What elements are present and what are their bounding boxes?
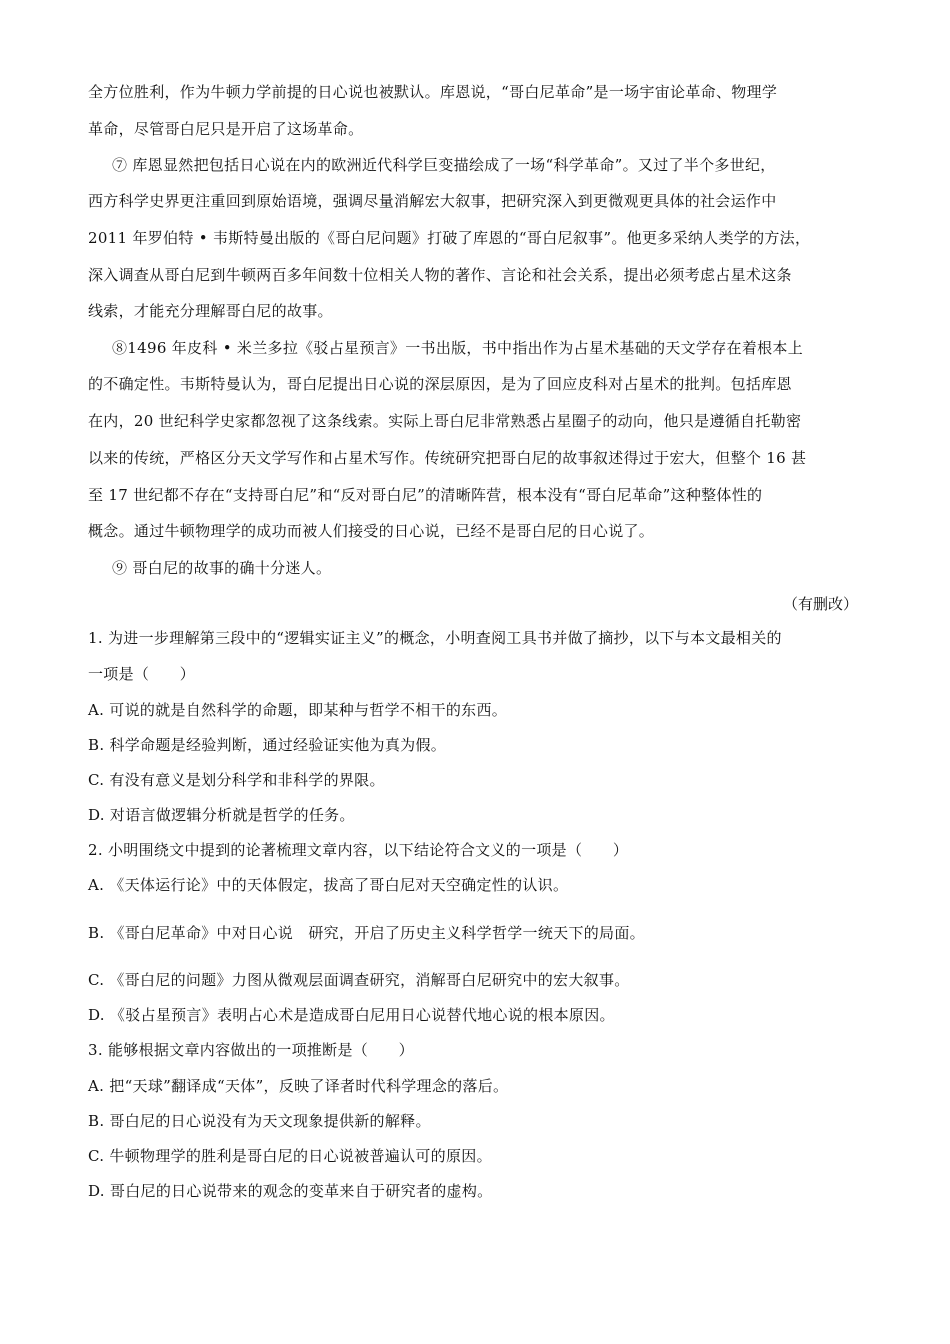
paragraph-7-line: 深入调查从哥白尼到牛顿两百多年间数十位相关人物的著作、言论和社会关系，提出必须考虑占星术这条: [88, 266, 792, 284]
question-1-option-a: A. 可说的就是自然科学的命题，即某种与哲学不相干的东西。: [88, 701, 508, 719]
paragraph-7-line: 线索，才能充分理解哥白尼的故事。: [88, 302, 333, 320]
paragraph-8-line: 的不确定性。韦斯特曼认为，哥白尼提出日心说的深层原因，是为了回应皮科对占星术的批判。包括库恩: [88, 375, 792, 393]
question-2-option-a: A. 《天体运行论》中的天体假定，拔高了哥白尼对天空确定性的认识。: [88, 876, 569, 894]
question-3-option-c: C. 牛顿物理学的胜利是哥白尼的日心说被普遍认可的原因。: [88, 1147, 492, 1165]
paragraph-7-line: 西方科学史界更注重回到原始语境，强调尽量消解宏大叙事，把研究深入到更微观更具体的社会运作中: [88, 192, 777, 210]
question-3-option-b: B. 哥白尼的日心说没有为天文现象提供新的解释。: [88, 1112, 431, 1130]
paragraph-8-line: 至 17 世纪都不存在“支持哥白尼”和“反对哥白尼”的清晰阵营，根本没有“哥白尼革命”这种整体性的: [88, 486, 763, 504]
question-1-option-c: C. 有没有意义是划分科学和非科学的界限。: [88, 771, 385, 789]
paragraph-8-line: 在内，20 世纪科学史家都忽视了这条线索。实际上哥白尼非常熟悉占星圈子的动向，他只是遵循自托勒密: [88, 412, 802, 430]
question-1-stem: 1. 为进一步理解第三段中的“逻辑实证主义”的概念，小明查阅工具书并做了摘抄，以下与本文最相关的: [88, 629, 782, 647]
paragraph-8-line: 概念。通过牛顿物理学的成功而被人们接受的日心说，已经不是哥白尼的日心说了。: [88, 522, 655, 540]
question-3-option-a: A. 把“天球”翻译成“天体”，反映了译者时代科学理念的落后。: [88, 1077, 509, 1095]
question-3-stem: 3. 能够根据文章内容做出的一项推断是（ ）: [88, 1041, 414, 1059]
question-1-option-d: D. 对语言做逻辑分析就是哲学的任务。: [88, 806, 355, 824]
paragraph-9: ⑨ 哥白尼的故事的确十分迷人。: [112, 559, 332, 577]
question-2-option-d: D. 《驳占星预言》表明占心术是造成哥白尼用日心说替代地心说的根本原因。: [88, 1006, 615, 1024]
question-3-option-d: D. 哥白尼的日心说带来的观念的变革来自于研究者的虚构。: [88, 1182, 493, 1200]
question-2-option-c: C. 《哥白尼的问题》力图从微观层面调查研究，消解哥白尼研究中的宏大叙事。: [88, 971, 630, 989]
source-note: （有删改）: [782, 595, 858, 613]
question-2-stem: 2. 小明围绕文中提到的论著梳理文章内容，以下结论符合文义的一项是（ ）: [88, 841, 629, 859]
question-2-option-b: B. 《哥白尼革命》中对日心说 研究，开启了历史主义科学哲学一统天下的局面。: [88, 924, 645, 942]
paragraph-8-line: ⑧1496 年皮科 • 米兰多拉《驳占星预言》一书出版，书中指出作为占星术基础的天文学存在着根本上: [112, 339, 804, 357]
passage-line: 革命，尽管哥白尼只是开启了这场革命。: [88, 120, 364, 138]
paragraph-8-line: 以来的传统，严格区分天文学写作和占星术写作。传统研究把哥白尼的故事叙述得过于宏大，但整个 16 甚: [88, 449, 807, 467]
paragraph-7-line: ⑦ 库恩显然把包括日心说在内的欧洲近代科学巨变描绘成了一场“科学革命”。又过了半个多世纪，: [112, 156, 776, 174]
question-1-stem: 一项是（ ）: [88, 665, 196, 683]
paragraph-7-line: 2011 年罗伯特 • 韦斯特曼出版的《哥白尼问题》打破了库恩的“哥白尼叙事”。他更多采纳人类学的方法，: [88, 229, 811, 247]
passage-line: 全方位胜利，作为牛顿力学前提的日心说也被默认。库恩说，“哥白尼革命”是一场宇宙论革命、物理学: [88, 83, 778, 101]
question-1-option-b: B. 科学命题是经验判断，通过经验证实他为真为假。: [88, 736, 447, 754]
